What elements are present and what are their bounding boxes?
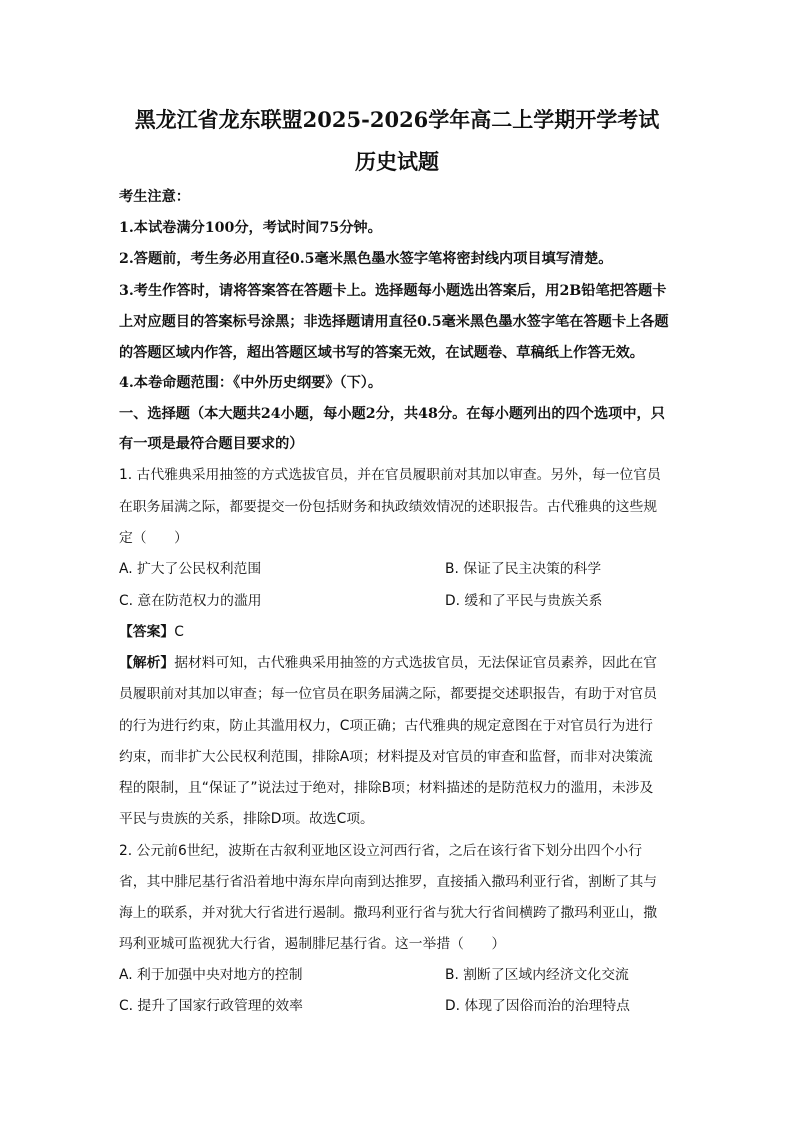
q2-option-b: B. 割断了区域内经济文化交流 xyxy=(445,967,629,983)
analysis-label: 【解析】 xyxy=(119,655,175,671)
q1-stem-line: 定（ ） xyxy=(119,530,188,546)
q2-stem-line: 2. 公元前6世纪，波斯在古叙利亚地区设立河西行省，之后在该行省下划分出四个小行 xyxy=(119,843,643,859)
q1-stem-line: 在职务届满之际，都要提交一份包括财务和执政绩效情况的述职报告。古代雅典的这些规 xyxy=(119,499,658,515)
q1-analysis-line: 程的限制，且“保证了”说法过于绝对，排除B项；材料描述的是防范权力的滥用，未涉及 xyxy=(119,780,654,796)
q1-analysis-line xyxy=(119,653,679,673)
q1-option-c: C. 意在防范权力的滥用 xyxy=(119,593,262,609)
exam-subject-title: 历史试题 xyxy=(355,149,439,174)
q1-analysis-line: 约束，而非扩大公民权利范围，排除A项；材料提及对官员的审查和监督，而非对决策流 xyxy=(119,749,653,765)
exam-title: 黑龙江省龙东联盟2025-2026学年高二上学期开学考试 xyxy=(134,107,660,132)
q1-option-a: A. 扩大了公民权利范围 xyxy=(119,561,262,577)
q2-option-c: C. 提升了国家行政管理的效率 xyxy=(119,998,303,1014)
q2-stem-line: 海上的联系，并对犹大行省进行遏制。撒玛利亚行省与犹大行省间横跨了撒玛利亚山，撒 xyxy=(119,905,658,921)
notice-item-3-cont2: 的答题区域内作答，超出答题区域书写的答案无效，在试题卷、草稿纸上作答无效。 xyxy=(119,345,644,361)
notice-item-1: 1.本试卷满分100分，考试时间75分钟。 xyxy=(119,220,382,236)
q2-option-d: D. 体现了因俗而治的治理特点 xyxy=(445,998,630,1014)
q1-option-d: D. 缓和了平民与贵族关系 xyxy=(445,593,603,609)
q1-analysis-line: 平民与贵族的关系，排除D项。故选C项。 xyxy=(119,811,374,827)
notice-item-2: 2.答题前，考生务必用直径0.5毫米黑色墨水签字笔将密封线内项目填写清楚。 xyxy=(119,251,613,267)
notice-header: 考生注意： xyxy=(119,189,190,205)
q1-answer xyxy=(119,622,679,642)
q1-analysis-line: 员履职前对其加以审查；每一位官员在职务届满之际，都要提交述职报告，有助于对官员 xyxy=(119,686,658,702)
q1-analysis-line: 的行为进行约束，防止其滥用权力，C项正确；古代雅典的规定意图在于对官员行为进行 xyxy=(119,718,653,734)
notice-item-4: 4.本卷命题范围：《中外历史纲要》（下）。 xyxy=(119,375,383,391)
q1-option-b: B. 保证了民主决策的科学 xyxy=(445,561,602,577)
answer-value: C xyxy=(174,624,184,640)
q2-stem-line: 省，其中腓尼基行省沿着地中海东岸向南到达推罗，直接插入撒玛利亚行省，割断了其与 xyxy=(119,874,658,890)
analysis-text: 据材料可知，古代雅典采用抽签的方式选拔官员，无法保证官员素养，因此在官 xyxy=(174,655,658,671)
q1-stem-line: 1. 古代雅典采用抽签的方式选拔官员，并在官员履职前对其加以审查。另外，每一位官员 xyxy=(119,467,661,483)
notice-item-3: 3.考生作答时，请将答案答在答题卡上。选择题每小题选出答案后，用2B铅笔把答题卡 xyxy=(119,283,667,299)
section-heading-cont: 有一项是最符合题目要求的） xyxy=(119,436,304,452)
section-heading: 一、选择题（本大题共24小题，每小题2分，共48分。在每小题列出的四个选项中，只 xyxy=(119,406,665,422)
q2-stem-line: 玛利亚城可监视犹大行省，遏制腓尼基行省。这一举措（ ） xyxy=(119,936,506,952)
notice-item-3-cont: 上对应题目的答案标号涂黑；非选择题请用直径0.5毫米黑色墨水签字笔在答题卡上各题 xyxy=(119,314,669,330)
q2-option-a: A. 利于加强中央对地方的控制 xyxy=(119,967,303,983)
answer-label: 【答案】 xyxy=(119,624,175,640)
